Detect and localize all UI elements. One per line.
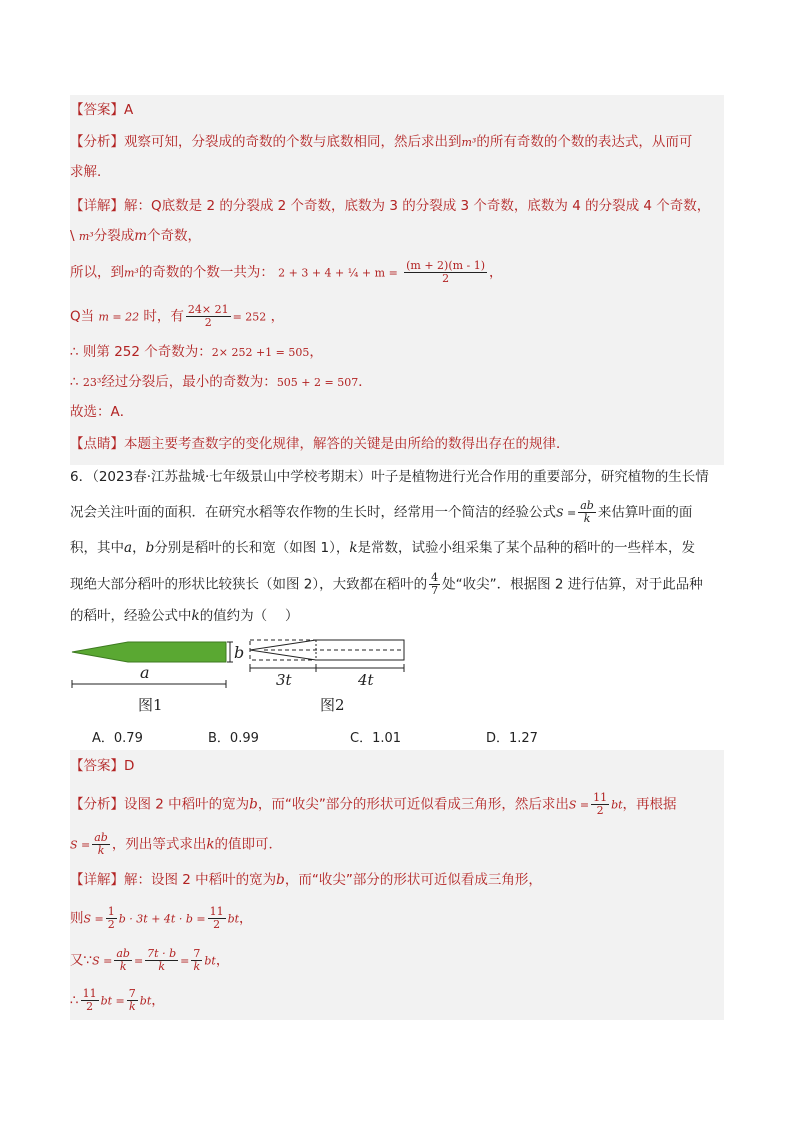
label-b: b: [234, 643, 245, 662]
text: 解：设图 2 中稻叶的宽为: [124, 872, 277, 888]
detail-tag: 【详解】: [70, 198, 124, 214]
q5-detail-line-5: [70, 342, 724, 363]
q5-analysis-line: [70, 132, 724, 153]
answer-value: A: [124, 102, 134, 118]
therefore-symbol: \: [70, 228, 75, 244]
q6-stem-line-2: [70, 500, 724, 525]
math-var: b: [249, 796, 258, 813]
therefore-symbol: ∴: [70, 344, 79, 360]
stem-text: 的稻叶，经验公式中: [70, 608, 192, 624]
q6-detail-line-1: [70, 870, 724, 890]
text: ，: [270, 308, 285, 325]
math-expr: b · 3t + 4t · b =: [118, 912, 206, 926]
math-expr: bt: [139, 994, 152, 1008]
because-symbol: Q: [70, 308, 81, 325]
fraction: [127, 988, 138, 1013]
q5-point-line: [70, 434, 724, 454]
text: 又: [70, 952, 84, 969]
text: 的分裂成: [585, 198, 640, 214]
q6-detail-line-4: [70, 988, 724, 1013]
numerator: 11: [82, 987, 97, 1000]
math-var: k: [191, 608, 200, 624]
math-expr: 505 + 2 = 507: [276, 376, 359, 389]
choice-c: C．1.01: [350, 731, 402, 746]
label-3t: 3t: [276, 671, 292, 689]
q6-detail-line-3: [70, 948, 724, 973]
q6-stem-line-3: [70, 538, 724, 558]
text: 个奇数，底数为: [290, 198, 386, 214]
text: 则第: [82, 344, 110, 360]
q6-answer-line: [70, 756, 724, 776]
answer-tag: 【答案】: [70, 102, 124, 118]
text: 个奇数，: [656, 198, 711, 214]
math-expr: S =: [556, 506, 577, 520]
math-term: m³: [78, 230, 94, 243]
text: 设图 2 中稻叶的宽为: [124, 796, 250, 813]
text: 个奇数为：: [144, 344, 212, 360]
q5-detail-line-4: [70, 304, 724, 329]
text: 个奇数，底数为: [473, 198, 568, 214]
number: 252: [114, 344, 140, 360]
stem-text: 现绝大部分稻叶的形状比较狭长（如图 2），大致都在稻叶的: [70, 576, 428, 593]
denominator: k: [583, 512, 591, 525]
math-expr: S =: [92, 954, 113, 968]
denominator: 2: [204, 316, 212, 329]
denominator: 2: [442, 272, 450, 285]
equals: =: [180, 954, 190, 968]
text: 底数是: [161, 198, 203, 214]
fraction: [114, 948, 132, 973]
stem-text: 处“收尖”．根据图 2 进行估算，对于此品种: [442, 576, 703, 593]
analysis-text: 求解．: [70, 164, 111, 180]
detail-tag: 【详解】: [70, 872, 124, 888]
q6-analysis-line-1: [70, 792, 724, 817]
stem-text: 积，其中: [70, 540, 124, 556]
math-expr: S =: [83, 912, 104, 926]
figures: [68, 632, 418, 718]
choice-b: B．0.99: [208, 731, 259, 746]
fraction: [186, 304, 231, 329]
numerator: ab: [94, 831, 108, 844]
text: 解：: [124, 198, 151, 214]
q5-analysis-line-2: [70, 162, 724, 182]
math-term: m³: [124, 266, 139, 280]
math-expr: bt =: [100, 994, 125, 1008]
numerator: ab: [116, 947, 130, 960]
math-term: m³: [461, 136, 477, 149]
stem-text: 的值约为（ ）: [199, 608, 299, 624]
text: 的奇数的个数一共为：: [138, 264, 274, 281]
text: ，而“收尖”部分的形状可近似看成三角形，然后求出: [257, 796, 569, 813]
numerator: ab: [580, 499, 594, 512]
denominator: k: [119, 960, 127, 973]
choice-a: A．0.79: [92, 731, 143, 746]
text: 所以，到: [70, 264, 124, 281]
math-expr: S =: [568, 798, 590, 812]
text: 个奇数，: [147, 228, 202, 244]
q6-analysis-line-2: [70, 832, 724, 857]
math-expr: bt: [227, 912, 240, 926]
denominator: k: [128, 1000, 136, 1013]
fig1-caption: 图1: [138, 696, 163, 714]
math-expr: bt: [611, 798, 623, 812]
q5-detail-line-3: [70, 260, 724, 285]
analysis-tag: 【分析】: [70, 796, 124, 813]
q5-detail-line-2: [70, 226, 724, 247]
number: 3: [389, 198, 398, 214]
denominator: 2: [107, 918, 115, 931]
q5-choose-line: [70, 402, 724, 422]
text: ，列出等式求出: [111, 836, 207, 853]
text: ．: [358, 374, 372, 390]
choice-d: D．1.27: [486, 731, 538, 746]
answer-tag: 【答案】: [70, 758, 124, 774]
fraction: [578, 500, 596, 525]
math-var: k: [206, 836, 215, 853]
q6-stem-line-1: [70, 467, 724, 487]
label-4t: 4t: [358, 671, 374, 689]
q6-stem-line-5: [70, 606, 724, 626]
numerator: 7t · b: [147, 947, 177, 960]
stem-text: 6．（2023春·江苏盐城·七年级景山中学校考期末）叶子是植物进行光合作用的重要部分，研究植物的生长情: [70, 469, 709, 485]
number: 4: [643, 198, 652, 214]
equals: =: [133, 954, 144, 968]
fig2-caption: 图2: [320, 696, 345, 714]
numerator: (m + 2)(m - 1): [406, 259, 486, 272]
text: 的分裂成: [402, 198, 457, 214]
analysis-text: 的所有奇数的个数的表达式，从而可: [476, 134, 693, 150]
stem-text: 况会关注叶面的面积．在研究水稻等农作物的生长时，经常用一个简洁的经验公式: [70, 504, 556, 521]
math-var: b: [276, 872, 285, 888]
text: 分裂成: [93, 228, 135, 244]
fraction: [106, 906, 117, 931]
fraction: [191, 948, 202, 973]
numerator: 11: [209, 905, 224, 918]
therefore-symbol: ∴: [70, 374, 79, 390]
numerator: 11: [593, 791, 608, 804]
q6-stem-line-4: [70, 572, 724, 597]
numerator: 7: [128, 987, 136, 1000]
text: ，: [239, 910, 253, 927]
text: ，: [309, 344, 323, 360]
denominator: k: [97, 844, 105, 857]
denominator: 7: [431, 584, 439, 597]
math-expr: m = 22: [98, 310, 140, 324]
therefore-symbol: ∴: [70, 992, 79, 1009]
fraction: [92, 832, 110, 857]
math-expr: S =: [70, 838, 91, 852]
text: ，: [215, 952, 230, 969]
analysis-tag: 【分析】: [70, 134, 124, 150]
number: 4: [572, 198, 581, 214]
numerator: 1: [107, 905, 115, 918]
math-var: a: [124, 540, 133, 556]
answer-value: D: [124, 758, 135, 774]
math-var: k: [349, 540, 358, 556]
fraction: [591, 792, 609, 817]
text: ，再根据: [622, 796, 677, 813]
numerator: 24× 21: [187, 303, 229, 316]
fraction: [145, 948, 178, 973]
numerator: 4: [431, 571, 439, 584]
stem-text: 是常数，试验小组采集了某个品种的稻叶的一些样本，发: [357, 540, 696, 556]
text: 的值即可．: [214, 836, 283, 853]
math-expr: 2× 252 +1 = 505: [211, 346, 310, 359]
text: ，: [489, 264, 503, 281]
analysis-text: 观察可知，分裂成的奇数的个数与底数相同，然后求出到: [124, 134, 462, 150]
fraction: [81, 988, 99, 1013]
text: 当: [80, 308, 95, 325]
text: 时，有: [143, 308, 184, 325]
point-text: 本题主要考查数字的变化规律，解答的关键是由所给的数得出存在的规律．: [124, 436, 570, 452]
denominator: k: [193, 960, 201, 973]
math-term: 23³: [82, 376, 102, 389]
q5-detail-line-1: [70, 196, 724, 216]
math-var: b: [145, 540, 155, 556]
point-tag: 【点睛】: [70, 436, 124, 452]
text: 则: [70, 910, 84, 927]
math-expr: 2 + 3 + 4 + ¼ + m =: [278, 266, 398, 280]
denominator: 2: [86, 1000, 94, 1013]
denominator: k: [158, 960, 165, 973]
number: 2: [277, 198, 287, 214]
text: ，而“收尖”部分的形状可近似看成三角形，: [284, 872, 542, 888]
q6-detail-line-2: [70, 906, 724, 931]
number: 2: [206, 198, 216, 214]
stem-text: 分别是稻叶的长和宽（如图 1），: [154, 540, 350, 556]
q5-detail-line-6: [70, 372, 724, 393]
because-symbol: ∵: [83, 952, 93, 969]
leaf-shape: [72, 642, 226, 662]
math-expr: bt: [204, 954, 216, 968]
choose-text: 故选：A．: [70, 404, 134, 420]
fraction: [429, 572, 440, 597]
q5-answer-line: [70, 100, 724, 120]
stem-text: 来估算叶面的面: [597, 504, 693, 521]
denominator: 2: [213, 918, 221, 931]
because-symbol: Q: [151, 198, 162, 214]
math-var: m: [134, 228, 148, 244]
denominator: 2: [596, 804, 604, 817]
text: 的分裂成: [219, 198, 274, 214]
fraction: [404, 260, 487, 285]
math-expr: = 252: [232, 310, 267, 324]
numerator: 7: [193, 947, 201, 960]
fraction: [208, 906, 226, 931]
stem-text: ，: [132, 540, 146, 556]
text: 经过分裂后，最小的奇数为：: [101, 374, 277, 390]
number: 3: [460, 198, 470, 214]
text: ，: [151, 992, 165, 1009]
label-a: a: [140, 663, 150, 682]
